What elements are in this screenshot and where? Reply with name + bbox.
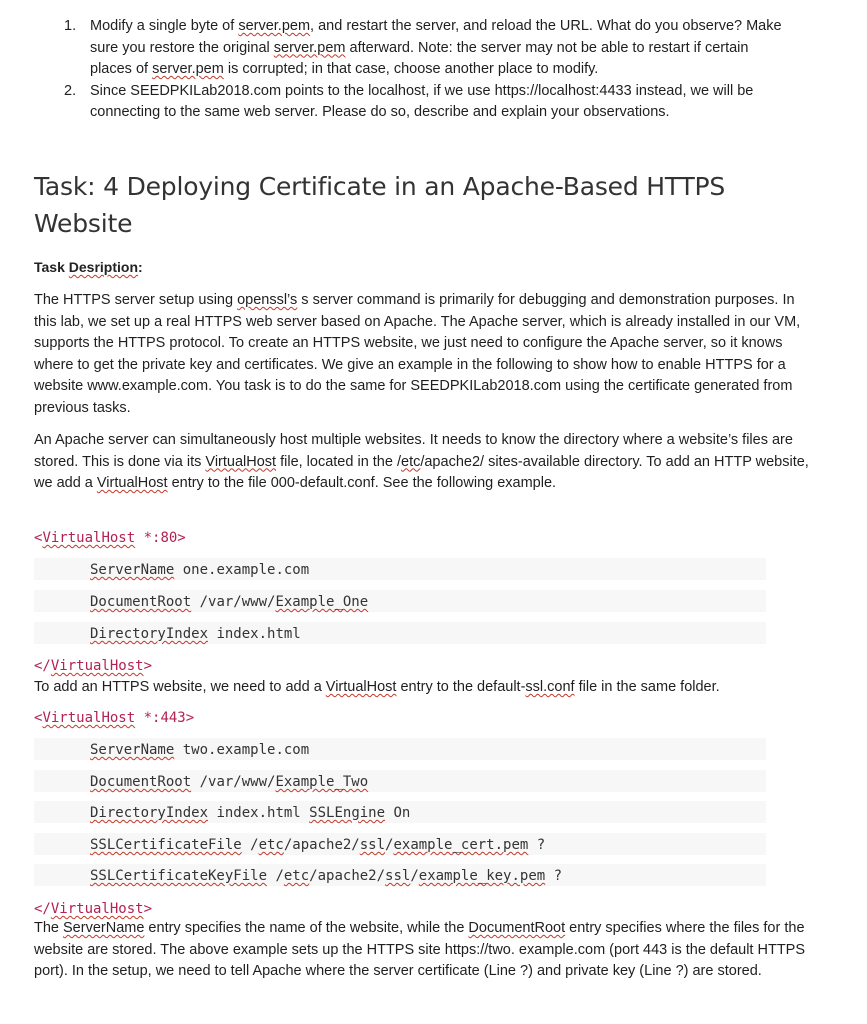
section-heading: Task: 4 Deploying Certificate in an Apache-Based HTTPS Website: [34, 172, 726, 238]
spell-flag: server.pem: [152, 61, 224, 77]
instruction-list: [60, 16, 790, 124]
code-line: <VirtualHost *:80>: [34, 530, 186, 546]
spell-flag: server.pem: [273, 39, 346, 56]
code-line: </VirtualHost>: [34, 901, 153, 917]
code-line: DirectoryIndex index.html: [90, 626, 301, 642]
code-line: SSLCertificateFile /etc/apache2/ssl/example_cert.pem ?: [90, 837, 546, 853]
code-line: <VirtualHost *:443>: [34, 710, 195, 726]
paragraph-explanation: The ServerName entry specifies the name of the website, while the DocumentRoot entry specifies where the files for the website are stored. The above example sets up the HTTPS site https://two. example.com (port 443 is the default HTTPS port). In the setup, we need to tell Apache where the server certificate (Line ?) and private key (Line ?) are stored.: [34, 920, 806, 979]
paragraph-intro: The HTTPS server setup using openssl’s s server command is primarily for debugging and demonstration purposes. In this lab, we set up a real HTTPS web server based on Apache. The Apache server, which is already installed in our VM, supports the HTTPS protocol. To create an HTTPS website, we just need to configure the Apache server, so it knows where to get the private key and certificates. We give an example in the following to show how to enable HTTPS for a website www.example.com. You task is to do the same for SEEDPKILab2018.com using the certificate generated from previous tasks.: [34, 292, 801, 416]
list-item: 2. Since SEEDPKILab2018.com points to the localhost, if we use https://localhost:4433 instead, we will be connecting to the same web server. Please do so, describe and explain your observations.: [64, 82, 754, 120]
code-line: DirectoryIndex index.html SSLEngine On: [90, 805, 411, 821]
paragraph-https: To add an HTTPS website, we need to add a VirtualHost entry to the default-ssl.conf file in the same folder.: [34, 679, 720, 695]
list-number: 2.: [64, 82, 77, 99]
code-line: </VirtualHost>: [34, 658, 153, 674]
code-line: ServerName two.example.com: [90, 742, 310, 758]
spell-flag: server.pem: [238, 18, 311, 34]
code-line: SSLCertificateKeyFile /etc/apache2/ssl/example_key.pem ?: [90, 868, 563, 884]
paragraph-virtualhost: An Apache server can simultaneously host multiple websites. It needs to know the directory where a website’s files are stored. This is done via its VirtualHost file, located in the /etc/apache2/ sites-available directory. To add an HTTP website, we add a VirtualHost entry to the file 000-default.conf. See the following example.: [34, 432, 809, 491]
code-line: DocumentRoot /var/www/Example_Two: [90, 774, 369, 790]
subheading: Task Desription:: [34, 259, 143, 275]
list-number: 1.: [64, 18, 77, 34]
list-item: 1. Modify a single byte of server.pem, and restart the server, and reload the URL. What do you observe? Make sure you restore the original server.pem afterward. Note: the server may not be able to restart if certain places of server.pem is corrupted; in that case, choose another place to modify.: [64, 18, 782, 77]
code-line: DocumentRoot /var/www/Example_One: [90, 594, 369, 610]
code-line: ServerName one.example.com: [90, 562, 310, 578]
